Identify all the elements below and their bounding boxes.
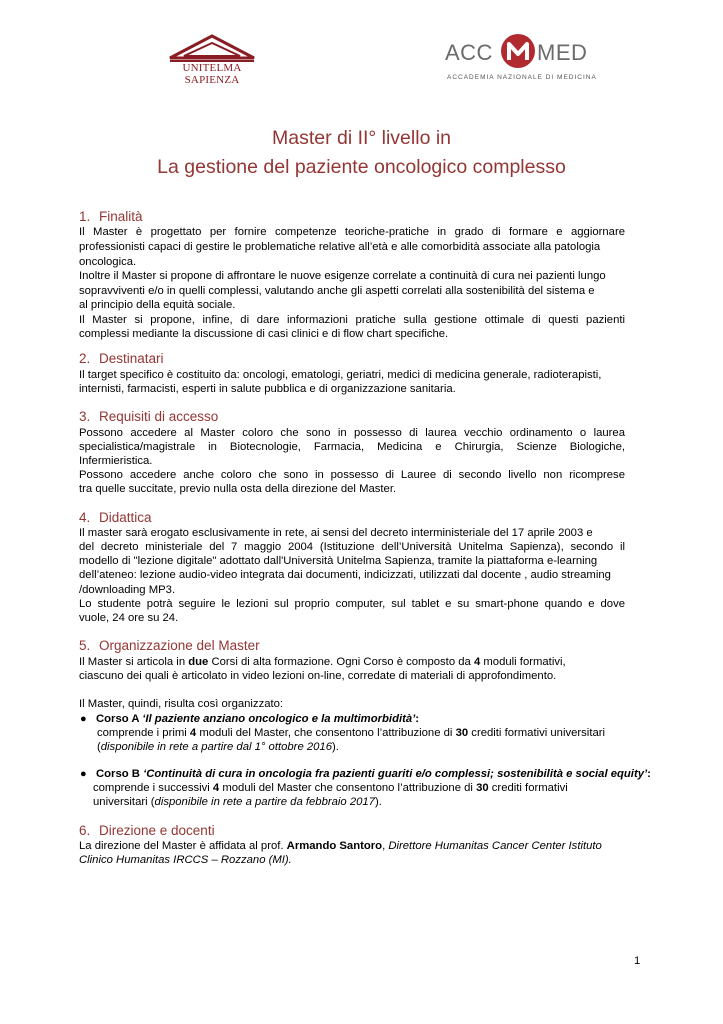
course-a-line: comprende i primi 4 moduli del Master, che consentono l’attribuzione di 30 crediti formativi universitari	[97, 727, 606, 739]
section-heading-organizzazione: 5. Organizzazione del Master	[79, 638, 260, 653]
paragraph-line: al principio della equità sociale.	[79, 299, 236, 311]
course-b-line: comprende i successivi 4 moduli del Master che consentono l’attribuzione di 30 crediti formativi	[93, 782, 568, 794]
accmed-logo	[445, 34, 595, 86]
paragraph-line: Lo studente potrà seguire le lezioni sul proprio computer, sul tablet e su smart-phone quando e dove	[79, 598, 625, 610]
paragraph-line: sopravviventi e/o in quelli complessi, valutando anche gli aspetti correlati alla sostenibilità del sistema e	[79, 285, 595, 297]
paragraph-line: Il Master si articola in due Corsi di alta formazione. Ogni Corso è composto da 4 moduli formativi,	[79, 656, 566, 668]
section-heading-destinatari: 2. Destinatari	[79, 351, 164, 366]
section-heading-requisiti: 3. Requisiti di accesso	[79, 409, 219, 424]
logo-subtitle: ACCADEMIA NAZIONALE DI MEDICINA	[447, 74, 597, 81]
paragraph-line: Inoltre il Master si propone di affrontare le nuove esigenze correlate a continuità di cura nei pazienti lungo	[79, 270, 606, 282]
paragraph-line: del decreto ministeriale del 7 maggio 2004 (Istituzione dell’Università Unitelma Sapienza), secondo il	[79, 541, 625, 553]
title-line-2: La gestione del paziente oncologico complesso	[157, 156, 566, 178]
paragraph-line: complessi mediante la discussione di casi clinici e di flow chart specifiche.	[79, 328, 449, 340]
paragraph-line: internisti, farmacisti, esperti in salute pubblica e di organizzazione sanitaria.	[79, 383, 456, 395]
section-heading-finalita: 1. Finalità	[79, 209, 143, 224]
paragraph-line: tra quelle succitate, previo nulla osta della direzione del Master.	[79, 483, 397, 495]
paragraph-line: oncologica.	[79, 256, 137, 268]
course-a-title: Corso A ‘Il paziente anziano oncologico e la multimorbidità’:	[96, 713, 420, 725]
paragraph-line: professionisti capaci di gestire le problematiche relative all’età e alle comorbidità associate alla patologia	[79, 241, 601, 253]
paragraph-line: Il master sarà erogato esclusivamente in rete, ai sensi del decreto interministeriale del 17 aprile 2003 e	[79, 527, 593, 539]
bullet-icon: ●	[80, 768, 87, 780]
logo-acc-text: ACC	[445, 40, 493, 65]
bullet-icon: ●	[80, 713, 87, 725]
page-number: 1	[634, 955, 641, 967]
paragraph-line: specialistica/magistrale in Biotecnologie, Farmacia, Medicina e Chirurgia, Scienze Biologiche,	[79, 441, 625, 453]
paragraph-line: vuole, 24 ore su 24.	[79, 612, 179, 624]
section-heading-direzione: 6. Direzione e docenti	[79, 823, 215, 838]
m-circle-icon	[501, 34, 535, 68]
paragraph-line: Il target specifico è costituito da: oncologi, ematologi, geriatri, medici di medicina generale, radioterapisti,	[79, 369, 602, 381]
section-heading-didattica: 4. Didattica	[79, 510, 152, 525]
course-b-title: Corso B ‘Continuità di cura in oncologia fra pazienti guariti e/o complessi; sostenibilità e social equity’:	[96, 768, 651, 780]
course-a-line: (disponibile in rete a partire dal 1° ottobre 2016).	[97, 741, 339, 753]
course-b-line: universitari (disponibile in rete a partire da febbraio 2017).	[93, 796, 382, 808]
paragraph-line: /downloading MP3.	[79, 584, 176, 596]
paragraph-line: modello di "lezione digitale" adottato dall'Università Unitelma Sapienza, tramite la piattaforma e-learning	[79, 555, 598, 567]
paragraph-line: La direzione del Master è affidata al prof. Armando Santoro, Direttore Humanitas Cancer Center Istituto	[79, 840, 602, 852]
paragraph-line: Il Master è progettato per fornire competenze teoriche-pratiche in grado di formare e aggiornare	[79, 226, 625, 238]
paragraph-line: Il Master si propone, infine, di dare informazioni pratiche sulla gestione ottimale di questi pazienti	[79, 314, 625, 326]
paragraph-line: ciascuno dei quali è articolato in video lezioni on-line, corredate di materiali di approfondimento.	[79, 670, 557, 682]
paragraph-line: Il Master, quindi, risulta così organizzato:	[79, 698, 284, 710]
paragraph-line: Infermieristica.	[79, 455, 153, 467]
paragraph-line: Possono accedere al Master coloro che sono in possesso di laurea vecchio ordinamento o laurea	[79, 427, 625, 439]
logo-text: UNITELMA SAPIENZA	[182, 62, 242, 86]
logo-med-text: MED	[537, 40, 588, 65]
paragraph-line: Clinico Humanitas IRCCS – Rozzano (MI).	[79, 854, 292, 866]
title-line-1: Master di II° livello in	[271, 127, 452, 149]
unitelma-sapienza-logo	[162, 34, 262, 84]
paragraph-line: Possono accedere anche coloro che sono in possesso di Lauree di secondo livello non ricomprese	[79, 469, 625, 481]
paragraph-line: dell’ateneo: lezione audio-video integrata dai documenti, indicizzati, utilizzati dal docente , audio streaming	[79, 569, 611, 581]
temple-roof-icon	[162, 34, 262, 64]
